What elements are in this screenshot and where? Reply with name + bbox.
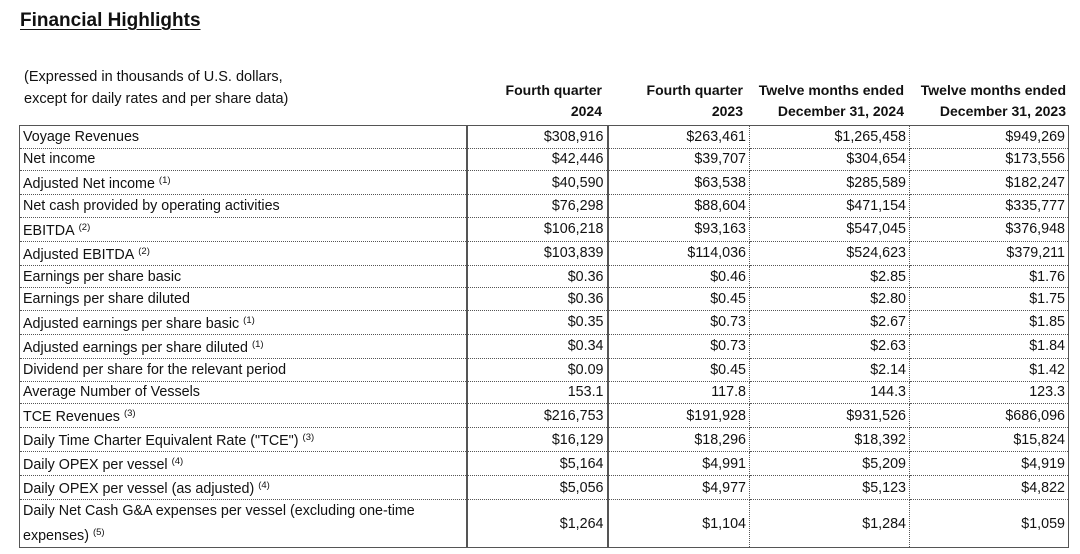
row-value: $0.45 (608, 358, 750, 381)
row-value: 144.3 (750, 381, 910, 404)
row-value: $547,045 (750, 217, 910, 241)
row-value: $1,104 (608, 500, 750, 548)
financial-highlights-table (19, 125, 1069, 548)
row-value: $42,446 (467, 148, 608, 171)
column-header-fy-2024: Twelve months ended December 31, 2024 (758, 82, 904, 119)
row-label: Dividend per share for the relevant period (20, 358, 467, 381)
table-row (20, 241, 1069, 265)
table-row (20, 310, 1069, 334)
footnote-marker: (1) (243, 314, 255, 326)
row-value: $63,538 (608, 171, 750, 195)
row-label: Earnings per share diluted (20, 288, 467, 311)
row-value: $686,096 (910, 404, 1069, 428)
table-row (20, 126, 1069, 149)
row-label: Adjusted earnings per share diluted $^{(1)}$ (20, 334, 467, 358)
row-value: $4,822 (910, 476, 1069, 500)
row-label: Earnings per share basic (20, 265, 467, 288)
row-value: $263,461 (608, 126, 750, 149)
row-value: $0.36 (467, 265, 608, 288)
row-value: $5,056 (467, 476, 608, 500)
row-value: $182,247 (910, 171, 1069, 195)
row-value: $4,977 (608, 476, 750, 500)
row-label: Net income (20, 148, 467, 171)
table-row (20, 381, 1069, 404)
row-value: $931,526 (750, 404, 910, 428)
row-value: $2.14 (750, 358, 910, 381)
column-header-q4-2023: Fourth quarter 2023 (646, 82, 743, 119)
row-value: $5,209 (750, 452, 910, 476)
row-label: Daily Net Cash G&A expenses per vessel (excluding one-time expenses) $^{(5)}$ (20, 500, 467, 548)
row-value: $0.35 (467, 310, 608, 334)
row-value: 153.1 (467, 381, 608, 404)
row-value: $0.73 (608, 310, 750, 334)
row-value: $18,392 (750, 428, 910, 452)
table-row (20, 500, 1069, 548)
table-row (20, 452, 1069, 476)
row-value: $0.09 (467, 358, 608, 381)
footnote-marker: (2) (138, 245, 150, 257)
table-row (20, 288, 1069, 311)
caption-line: (Expressed in thousands of U.S. dollars, (24, 69, 283, 85)
row-value: $0.45 (608, 288, 750, 311)
row-value: $0.73 (608, 334, 750, 358)
row-value: $335,777 (910, 195, 1069, 218)
table-row (20, 195, 1069, 218)
row-value: $0.34 (467, 334, 608, 358)
table-row (20, 217, 1069, 241)
table-row (20, 171, 1069, 195)
row-value: $1.84 (910, 334, 1069, 358)
row-value: $1.42 (910, 358, 1069, 381)
row-value: $2.67 (750, 310, 910, 334)
row-label: Adjusted Net income $^{(1)}$ (20, 171, 467, 195)
row-value: $4,919 (910, 452, 1069, 476)
row-value: $5,123 (750, 476, 910, 500)
row-value: 123.3 (910, 381, 1069, 404)
row-value: $0.46 (608, 265, 750, 288)
row-value: $16,129 (467, 428, 608, 452)
row-value: $103,839 (467, 241, 608, 265)
footnote-marker: (3) (123, 408, 136, 420)
row-value: $40,590 (467, 171, 608, 195)
row-label: Daily OPEX per vessel (as adjusted) $^{(4)}$ (20, 476, 467, 500)
table-row (20, 404, 1069, 428)
row-value: $5,164 (467, 452, 608, 476)
row-value: $76,298 (467, 195, 608, 218)
row-label: Net cash provided by operating activities (20, 195, 467, 218)
table-row (20, 358, 1069, 381)
row-value: $1,059 (910, 500, 1069, 548)
row-label: EBITDA $^{(2)}$ (20, 217, 467, 241)
row-value: $173,556 (910, 148, 1069, 171)
row-value: $1,284 (750, 500, 910, 548)
footnote-marker: (2) (78, 221, 91, 233)
row-value: $18,296 (608, 428, 750, 452)
row-value: $2.63 (750, 334, 910, 358)
row-value: $1.76 (910, 265, 1069, 288)
footnote-marker: (4) (171, 456, 184, 468)
caption-line: except for daily rates and per share data) (24, 91, 289, 107)
table-row (20, 265, 1069, 288)
row-label: TCE Revenues $^{(3)}$ (20, 404, 467, 428)
row-value: $471,154 (750, 195, 910, 218)
table-caption (24, 66, 344, 110)
row-value: $1.85 (910, 310, 1069, 334)
footnote-marker: (1) (158, 175, 171, 187)
table-row (20, 476, 1069, 500)
footnote-marker: (5) (92, 527, 105, 539)
table-row (20, 334, 1069, 358)
row-value: $1,265,458 (750, 126, 910, 149)
row-value: $2.85 (750, 265, 910, 288)
row-value: $4,991 (608, 452, 750, 476)
row-label: Adjusted earnings per share basic $^{(1)}$ (20, 310, 467, 334)
row-value: $2.80 (750, 288, 910, 311)
row-label: Daily OPEX per vessel $^{(4)}$ (20, 452, 467, 476)
row-value: $308,916 (467, 126, 608, 149)
row-value: $304,654 (750, 148, 910, 171)
column-header-q4-2024: Fourth quarter 2024 (505, 82, 602, 119)
row-value: $949,269 (910, 126, 1069, 149)
row-label: Daily Time Charter Equivalent Rate ("TCE") $^{(3)}$ (20, 428, 467, 452)
row-value: $379,211 (910, 241, 1069, 265)
row-value: $216,753 (467, 404, 608, 428)
table-row (20, 428, 1069, 452)
row-value: $376,948 (910, 217, 1069, 241)
row-label: Voyage Revenues (20, 126, 467, 149)
row-value: $15,824 (910, 428, 1069, 452)
footnote-marker: (1) (251, 338, 264, 350)
row-label: Average Number of Vessels (20, 381, 467, 404)
row-value: $114,036 (608, 241, 750, 265)
row-value: $39,707 (608, 148, 750, 171)
row-value: $1,264 (467, 500, 608, 548)
row-value: $0.36 (467, 288, 608, 311)
row-value: $106,218 (467, 217, 608, 241)
row-value: $88,604 (608, 195, 750, 218)
row-value: $524,623 (750, 241, 910, 265)
row-label: Adjusted EBITDA $^{(2)}$ (20, 241, 467, 265)
row-value: $285,589 (750, 171, 910, 195)
row-value: $191,928 (608, 404, 750, 428)
row-value: 117.8 (608, 381, 750, 404)
footnote-marker: (4) (258, 480, 270, 492)
footnote-marker: (3) (302, 432, 315, 444)
row-value: $1.75 (910, 288, 1069, 311)
page-title: Financial Highlights (20, 10, 201, 31)
row-value: $93,163 (608, 217, 750, 241)
table-row (20, 148, 1069, 171)
column-header-fy-2023: Twelve months ended December 31, 2023 (920, 82, 1066, 119)
